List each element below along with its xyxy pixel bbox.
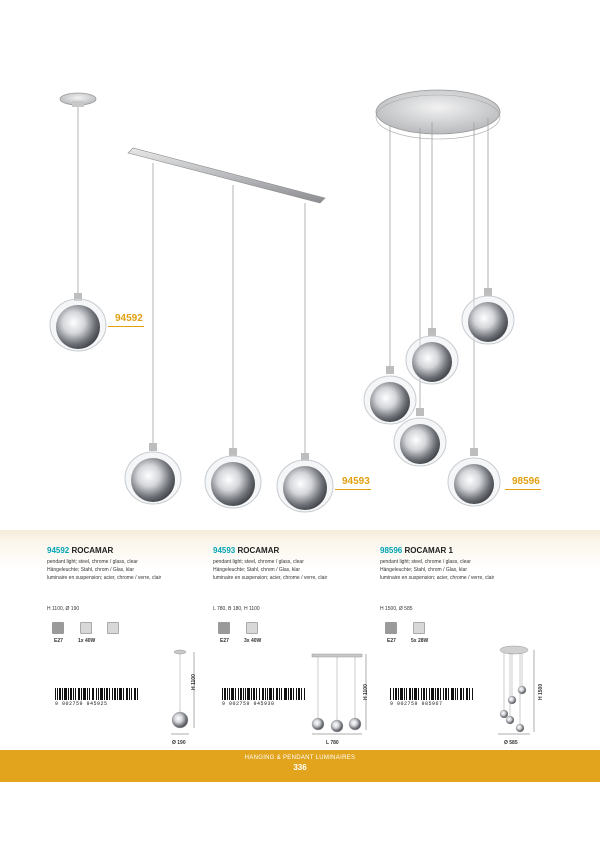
hero-label-line (335, 489, 371, 490)
hero-label-94593: 94593 (342, 476, 370, 487)
bulb-socket-icon (385, 622, 397, 634)
barcode-number: 9 002759 945925 (55, 701, 108, 707)
drawing-height: H 1100 (363, 684, 369, 700)
pendant-94593 (125, 148, 333, 512)
drawing-height: H 1500 (538, 683, 544, 700)
power-rating: 1x 40W (78, 638, 96, 644)
product-title (47, 546, 217, 555)
product-dimensions: H 1500, Ø 585 (380, 606, 413, 612)
product-column-94593 (213, 546, 383, 582)
product-desc-fr: luminaire en suspension; acier, chrome / verre, clair (47, 575, 162, 581)
power-rating: 5x 28W (411, 638, 429, 644)
hero-label-98596: 98596 (512, 476, 540, 487)
product-dimensions: L 780, B 180, H 1100 (213, 606, 260, 612)
product-desc-fr: luminaire en suspension; acier, chrome / verre, clair (213, 575, 328, 581)
product-name: ROCAMAR (237, 546, 280, 555)
product-title (213, 546, 383, 555)
socket-type: E27 (54, 638, 63, 644)
hero-label-line (108, 326, 144, 327)
product-column-98596 (380, 546, 550, 582)
barcode-icon (55, 688, 139, 700)
product-desc-fr: luminaire en suspension; acier, chrome / verre, clair (380, 575, 495, 581)
product-desc-en: pendant light; steel, chrome / glass, clear (47, 559, 138, 565)
pendant-98596 (364, 90, 514, 506)
product-desc-en: pendant light; steel, chrome / glass, clear (380, 559, 471, 565)
product-name: ROCAMAR 1 (404, 546, 453, 555)
socket-type: E27 (387, 638, 396, 644)
socket-type: E27 (220, 638, 229, 644)
product-drawing-94592 (160, 648, 200, 736)
power-rating: 3x 40W (244, 638, 262, 644)
barcode-number: 9 002759 945930 (222, 701, 275, 707)
bulb-socket-icon (218, 622, 230, 634)
product-desc-de: Hängeleuchte; Stahl, chrom / Glas, klar (213, 567, 300, 573)
barcode-number: 9 002759 985967 (390, 701, 443, 707)
bulb-socket-icon (52, 622, 64, 634)
product-desc-en: pendant light; steel, chrome / glass, clear (213, 559, 304, 565)
bulb-icon (80, 622, 92, 634)
product-dimensions: H 1100, Ø 190 (47, 606, 80, 612)
page-number: 336 (293, 763, 307, 772)
section-title: HANGING & PENDANT LUMINAIRES (244, 755, 356, 761)
drawing-width: Ø 585 (504, 740, 518, 746)
bulb-icon (413, 622, 425, 634)
drawing-width: L 780 (326, 740, 339, 746)
pendant-94592 (50, 93, 106, 351)
product-number: 94593 (213, 546, 236, 555)
bulb-icon (246, 622, 258, 634)
product-column-94592 (47, 546, 217, 582)
class-ii-icon (107, 622, 119, 634)
drawing-height: H 1100 (191, 674, 197, 690)
barcode-icon (222, 688, 306, 700)
barcode-icon (390, 688, 474, 700)
product-name: ROCAMAR (71, 546, 114, 555)
product-title (380, 546, 550, 555)
product-number: 98596 (380, 546, 403, 555)
product-number: 94592 (47, 546, 70, 555)
hero-label-94592: 94592 (115, 313, 143, 324)
page-footer (0, 750, 600, 782)
product-drawing-94593 (300, 648, 372, 736)
product-desc-de: Hängeleuchte; Stahl, chrom / Glas, klar (380, 567, 467, 573)
product-desc-de: Hängeleuchte; Stahl, chrom / Glas, klar (47, 567, 134, 573)
hero-label-line (505, 489, 541, 490)
drawing-width: Ø 190 (172, 740, 186, 746)
